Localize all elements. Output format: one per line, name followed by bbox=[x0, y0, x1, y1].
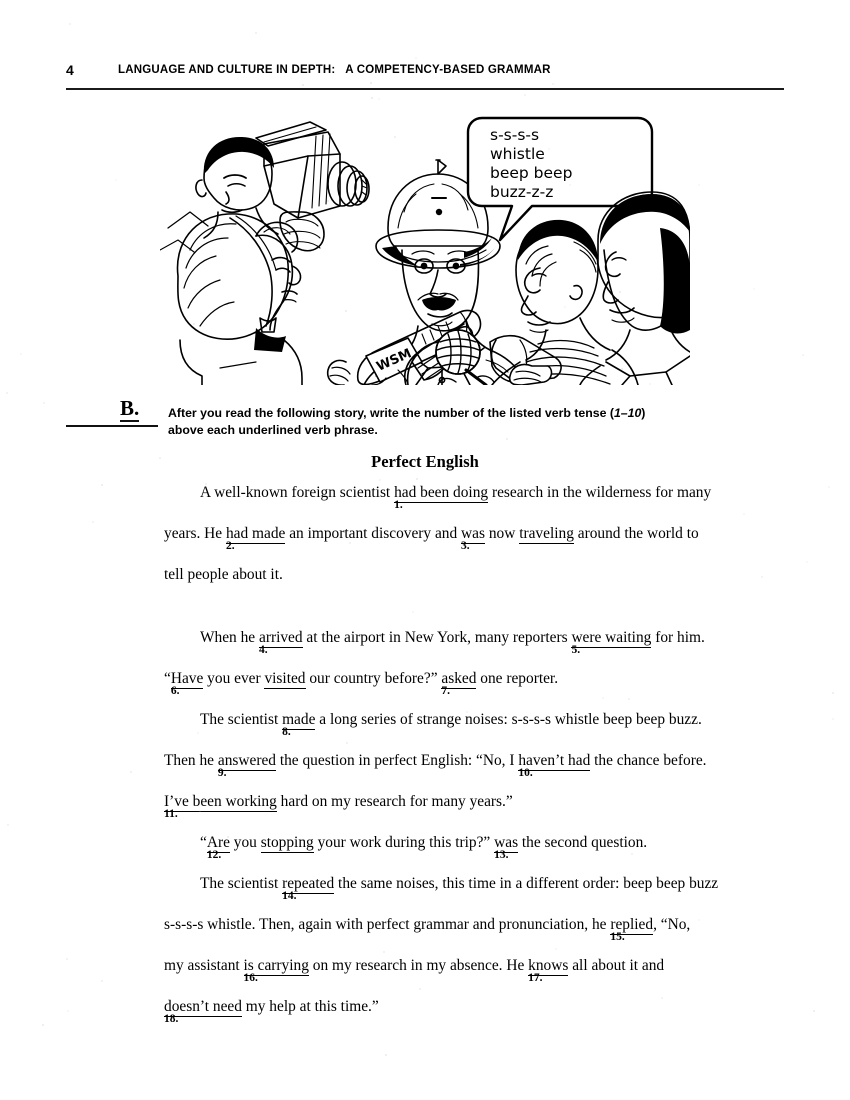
numbered-verb-phrase bbox=[494, 834, 519, 861]
exercise-instruction bbox=[168, 405, 758, 438]
verb-phrase-number: 9. bbox=[217, 767, 227, 779]
verb-phrase-number: 14. bbox=[282, 890, 297, 902]
story-text: at the airport in New York, many reporters bbox=[302, 629, 572, 646]
instruction-text-close: ) bbox=[641, 406, 646, 420]
running-title: LANGUAGE AND CULTURE IN DEPTH: A COMPETENCY-BASED GRAMMAR bbox=[118, 64, 551, 76]
verb-phrase-text: haven’t had bbox=[518, 752, 591, 769]
story-line bbox=[164, 875, 754, 916]
verb-phrase-text: Are bbox=[206, 834, 230, 851]
story-text: “ bbox=[164, 670, 171, 687]
story-line bbox=[164, 670, 754, 711]
verb-phrase-text: asked bbox=[441, 670, 477, 687]
verb-phrase-number: 7. bbox=[441, 685, 451, 697]
numbered-verb-phrase bbox=[164, 998, 242, 1025]
story-text: an important discovery and bbox=[285, 525, 462, 542]
verb-phrase-text: was bbox=[494, 834, 519, 851]
story-text: A well-known foreign scientist bbox=[200, 484, 395, 501]
numbered-verb-phrase bbox=[225, 525, 286, 552]
story-line bbox=[164, 998, 754, 1039]
story-text: The scientist bbox=[200, 711, 283, 728]
story-text: the second question. bbox=[518, 834, 648, 851]
story-line bbox=[164, 566, 754, 607]
instruction-text-start: After you read the following story, write the number of the listed verb tense ( bbox=[168, 406, 614, 420]
numbered-verb-phrase bbox=[571, 629, 652, 656]
story-text: , “No, bbox=[653, 916, 691, 933]
press-conference-illustration bbox=[160, 100, 690, 385]
numbered-verb-phrase bbox=[528, 957, 569, 984]
story-line bbox=[164, 711, 754, 752]
verb-phrase-number: 15. bbox=[610, 931, 625, 943]
story-text: the question in perfect English: “No, I bbox=[275, 752, 519, 769]
verb-phrase-number: 8. bbox=[282, 726, 291, 738]
story-line bbox=[164, 629, 754, 670]
story-text: you bbox=[229, 834, 261, 851]
story-line bbox=[164, 752, 754, 793]
verb-phrase-text: was bbox=[461, 525, 485, 542]
verb-phrase-text: answered bbox=[217, 752, 276, 769]
verb-phrase-text: doesn’t need bbox=[164, 998, 242, 1015]
story-text: s-s-s-s whistle. Then, again with perfect grammar and pronunciation, he bbox=[164, 916, 611, 933]
verb-phrase-text: is carrying bbox=[243, 957, 309, 974]
story-text: the same noises, this time in a different order: beep beep buzz bbox=[334, 875, 719, 892]
story-text: on my research in my absence. He bbox=[308, 957, 529, 974]
story-text: years. He bbox=[164, 525, 226, 542]
verb-phrase-text: were waiting bbox=[571, 629, 652, 646]
verb-phrase-number: 11. bbox=[164, 808, 178, 820]
story-line bbox=[164, 834, 754, 875]
underlined-verb-phrase: visited bbox=[264, 670, 306, 687]
verb-phrase-number: 13. bbox=[494, 849, 509, 861]
svg-text:WSM: WSM bbox=[374, 346, 414, 375]
verb-phrase-text: I’ve been working bbox=[164, 793, 277, 810]
underlined-verb-phrase: traveling bbox=[519, 525, 574, 542]
story-text: a long series of strange noises: s-s-s-s whistle beep beep buzz. bbox=[315, 711, 702, 728]
story-text: “ bbox=[200, 834, 207, 851]
story-text: one reporter. bbox=[476, 670, 559, 687]
story-text: your work during this trip?” bbox=[313, 834, 495, 851]
numbered-verb-phrase bbox=[461, 525, 485, 552]
verb-phrase-text: arrived bbox=[258, 629, 303, 646]
story-text: research in the wilderness for many bbox=[488, 484, 712, 501]
story-text: The scientist bbox=[200, 875, 283, 892]
story-title: Perfect English bbox=[371, 452, 479, 471]
verb-phrase-text: made bbox=[282, 711, 316, 728]
story-text: now bbox=[484, 525, 520, 542]
story-text: my assistant bbox=[164, 957, 244, 974]
story-text: Then he bbox=[164, 752, 218, 769]
numbered-verb-phrase bbox=[170, 670, 204, 697]
instruction-text-line2: above each underlined verb phrase. bbox=[168, 422, 378, 437]
story-line bbox=[164, 525, 754, 566]
verb-phrase-number: 6. bbox=[170, 685, 180, 697]
story-line bbox=[164, 957, 754, 998]
story-text: my help at this time.” bbox=[241, 998, 379, 1015]
header-rule bbox=[66, 88, 784, 90]
numbered-verb-phrase bbox=[206, 834, 230, 861]
story-text: the chance before. bbox=[590, 752, 707, 769]
story-text: When he bbox=[200, 629, 259, 646]
numbered-verb-phrase bbox=[217, 752, 276, 779]
story-text: all about it and bbox=[568, 957, 665, 974]
underlined-verb-phrase: stopping bbox=[260, 834, 314, 851]
numbered-verb-phrase bbox=[164, 793, 277, 820]
story-line bbox=[164, 484, 754, 525]
verb-phrase-text: repeated bbox=[282, 875, 335, 892]
story-text: for him. bbox=[651, 629, 705, 646]
verb-phrase-number: 1. bbox=[394, 499, 403, 511]
numbered-verb-phrase bbox=[610, 916, 654, 943]
numbered-verb-phrase bbox=[394, 484, 489, 511]
bubble-line-4: buzz-z-z bbox=[490, 183, 554, 201]
story-paragraph-gap bbox=[164, 607, 754, 629]
verb-phrase-text: Have bbox=[170, 670, 204, 687]
numbered-verb-phrase bbox=[441, 670, 477, 697]
verb-phrase-number: 2. bbox=[225, 540, 235, 552]
story-line bbox=[164, 793, 754, 834]
bubble-line-1: s-s-s-s bbox=[490, 126, 540, 144]
verb-phrase-number: 16. bbox=[243, 972, 258, 984]
story-text: you ever bbox=[203, 670, 265, 687]
numbered-verb-phrase bbox=[243, 957, 309, 984]
verb-phrase-text: replied bbox=[610, 916, 654, 933]
verb-phrase-number: 5. bbox=[571, 644, 581, 656]
story-text: tell people about it. bbox=[164, 566, 283, 583]
verb-phrase-number: 10. bbox=[518, 767, 533, 779]
page-number: 4 bbox=[66, 62, 74, 78]
verb-phrase-number: 18. bbox=[164, 1013, 179, 1025]
numbered-verb-phrase bbox=[282, 875, 335, 902]
verb-phrase-number: 3. bbox=[461, 540, 470, 552]
story-text: our country before?” bbox=[305, 670, 442, 687]
story-body bbox=[164, 484, 754, 1039]
instruction-range: 1–10 bbox=[613, 406, 642, 420]
story-text: hard on my research for many years.” bbox=[276, 793, 513, 810]
verb-phrase-number: 4. bbox=[258, 644, 268, 656]
numbered-verb-phrase bbox=[258, 629, 303, 656]
numbered-verb-phrase bbox=[518, 752, 591, 779]
bubble-line-2: whistle bbox=[490, 145, 545, 163]
story-line bbox=[164, 916, 754, 957]
exercise-letter: B. bbox=[120, 396, 140, 420]
numbered-verb-phrase bbox=[282, 711, 316, 738]
story-text: around the world to bbox=[573, 525, 699, 542]
verb-phrase-text: had made bbox=[225, 525, 286, 542]
answer-blank-line[interactable] bbox=[66, 425, 158, 427]
verb-phrase-number: 12. bbox=[206, 849, 222, 861]
verb-phrase-text: had been doing bbox=[394, 484, 489, 501]
verb-phrase-text: knows bbox=[528, 957, 569, 974]
bubble-line-3: beep beep bbox=[490, 164, 573, 182]
verb-phrase-number: 17. bbox=[528, 972, 543, 984]
